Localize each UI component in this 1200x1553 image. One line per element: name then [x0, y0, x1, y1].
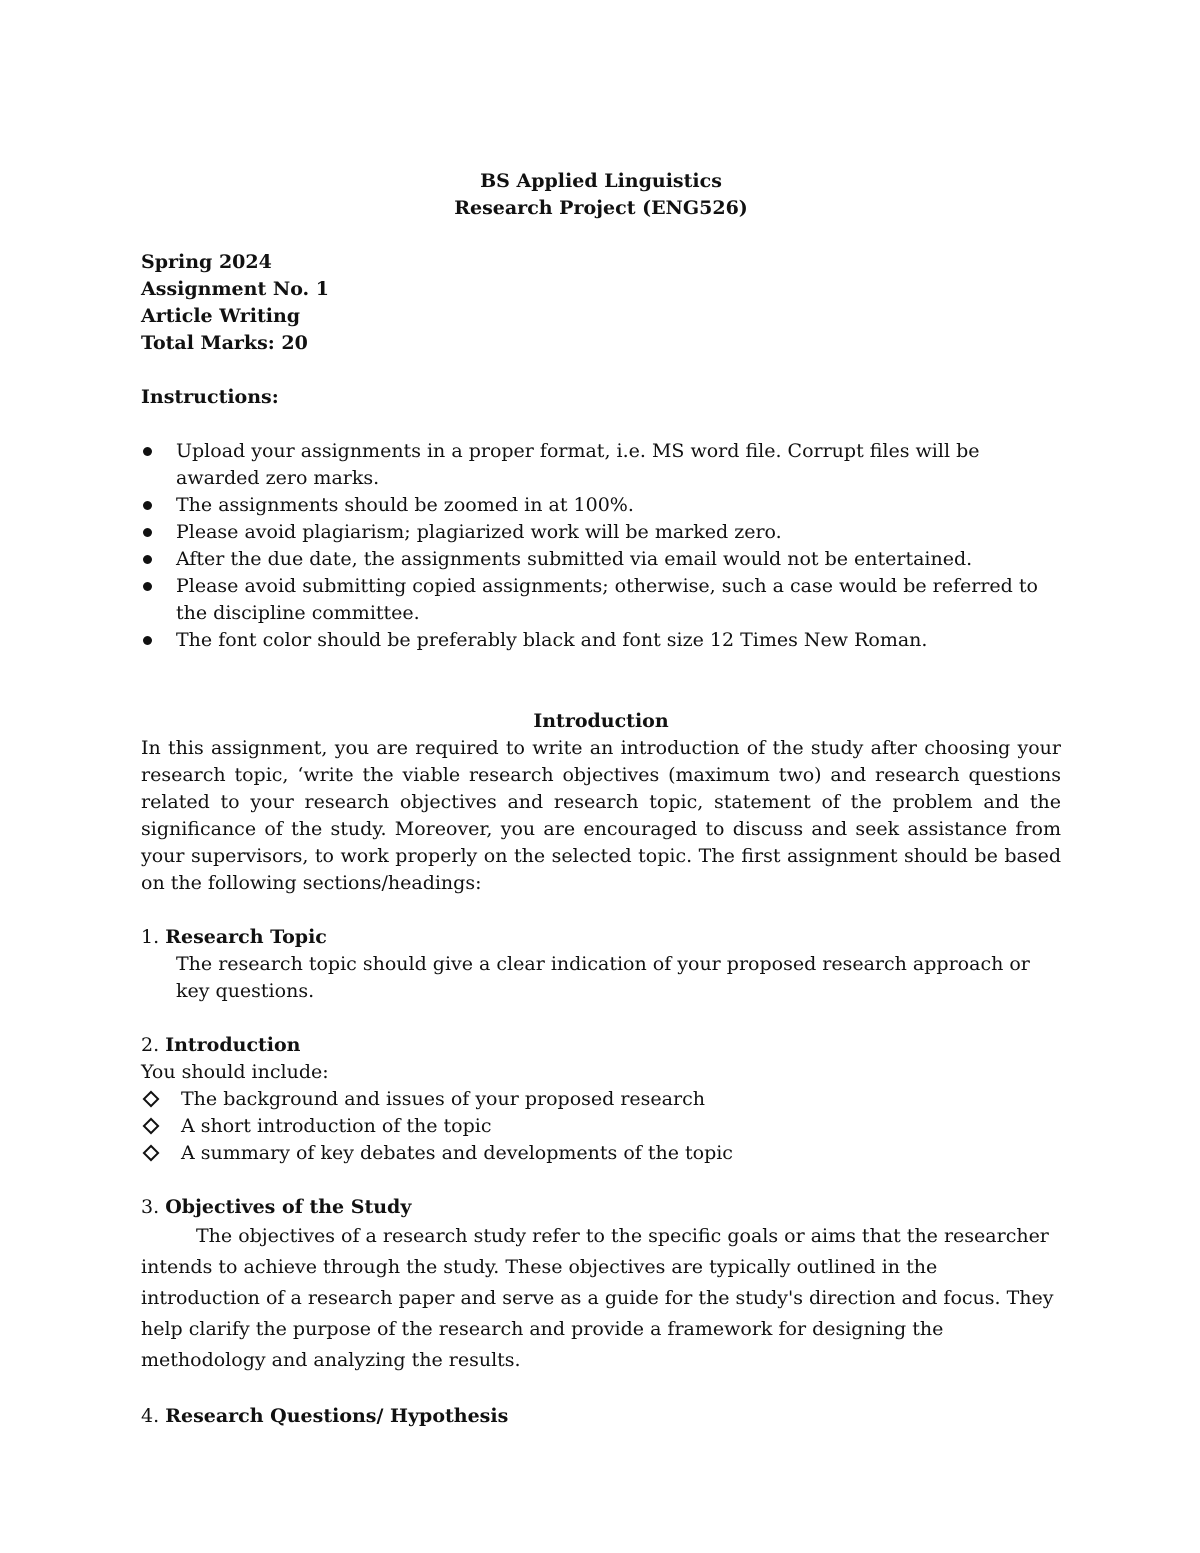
list-item [141, 519, 1061, 546]
list-item [141, 1113, 1061, 1140]
introduction-heading: Introduction [533, 710, 669, 732]
include-text: A summary of key debates and developments of the topic [181, 1142, 733, 1164]
section-body: The objectives of a research study refer to the specific goals or aims that the researcher intends to achieve through the study. These objectives are typically outlined in the introduction of a research paper and serve as a guide for the study's direction and focus. They help clarify the purpose of the research and provide a framework for designing the methodology and analyzing the results. [141, 1225, 1054, 1371]
include-list [141, 1086, 1061, 1167]
section-research-questions [141, 1403, 1061, 1430]
document-content [141, 168, 1061, 1430]
assignment-type-line: Article Writing [141, 305, 301, 327]
diamond-bullet-icon [143, 1145, 160, 1162]
list-item [141, 492, 1061, 519]
section-number: 2. [141, 1034, 160, 1056]
include-text: The background and issues of your proposed research [181, 1088, 705, 1110]
total-marks-line: Total Marks: 20 [141, 332, 308, 354]
section-number: 1. [141, 926, 160, 948]
diamond-bullet-icon [143, 1091, 160, 1108]
section-research-topic [141, 924, 1061, 1005]
list-item [141, 1140, 1061, 1167]
bullet-icon [143, 501, 152, 510]
instruction-text: The assignments should be zoomed in at 100%. [176, 494, 634, 516]
assignment-number-line: Assignment No. 1 [141, 278, 330, 300]
section-number: 4. [141, 1405, 160, 1427]
instruction-text: The font color should be preferably black and font size 12 Times New Roman. [176, 629, 928, 651]
program-title: BS Applied Linguistics [480, 170, 722, 192]
section-title: Objectives of the Study [165, 1196, 412, 1218]
section-title: Research Topic [165, 926, 327, 948]
term-line: Spring 2024 [141, 251, 272, 273]
bullet-icon [143, 447, 152, 456]
bullet-icon [143, 528, 152, 537]
instruction-text: Please avoid submitting copied assignments; otherwise, such a case would be referred to the discipline committee. [176, 575, 1038, 624]
assignment-meta [141, 249, 1061, 357]
section-number: 3. [141, 1196, 160, 1218]
section-lead: You should include: [141, 1061, 329, 1083]
include-text: A short introduction of the topic [181, 1115, 492, 1137]
section-body: The research topic should give a clear indication of your proposed research approach or key questions. [176, 953, 1030, 1002]
list-item [141, 573, 1061, 627]
bullet-icon [143, 555, 152, 564]
list-item [141, 1086, 1061, 1113]
instruction-text: After the due date, the assignments submitted via email would not be entertained. [176, 548, 973, 570]
bullet-icon [143, 582, 152, 591]
instruction-text: Please avoid plagiarism; plagiarized work will be marked zero. [176, 521, 782, 543]
section-objectives [141, 1194, 1061, 1376]
instructions-list [141, 438, 1061, 654]
list-item [141, 627, 1061, 654]
section-title: Research Questions/ Hypothesis [165, 1405, 509, 1427]
bullet-icon [143, 636, 152, 645]
diamond-bullet-icon [143, 1118, 160, 1135]
introduction-body: In this assignment, you are required to write an introduction of the study after choosing your research topic, ‘write the viable research objectives (maximum two) and research questions related to your research objectives and research topic, statement of the problem and the significance of the study. Moreover, you are encouraged to discuss and seek assistance from your supervisors, to work properly on the selected topic. The first assignment should be based on the following sections/headings: [141, 737, 1061, 894]
instruction-text: Upload your assignments in a proper format, i.e. MS word file. Corrupt files will be awarded zero marks. [176, 440, 980, 489]
list-item [141, 438, 1061, 492]
course-title: Research Project (ENG526) [454, 197, 748, 219]
section-introduction [141, 1032, 1061, 1167]
section-title: Introduction [165, 1034, 301, 1056]
list-item [141, 546, 1061, 573]
instructions-heading: Instructions: [141, 386, 279, 408]
